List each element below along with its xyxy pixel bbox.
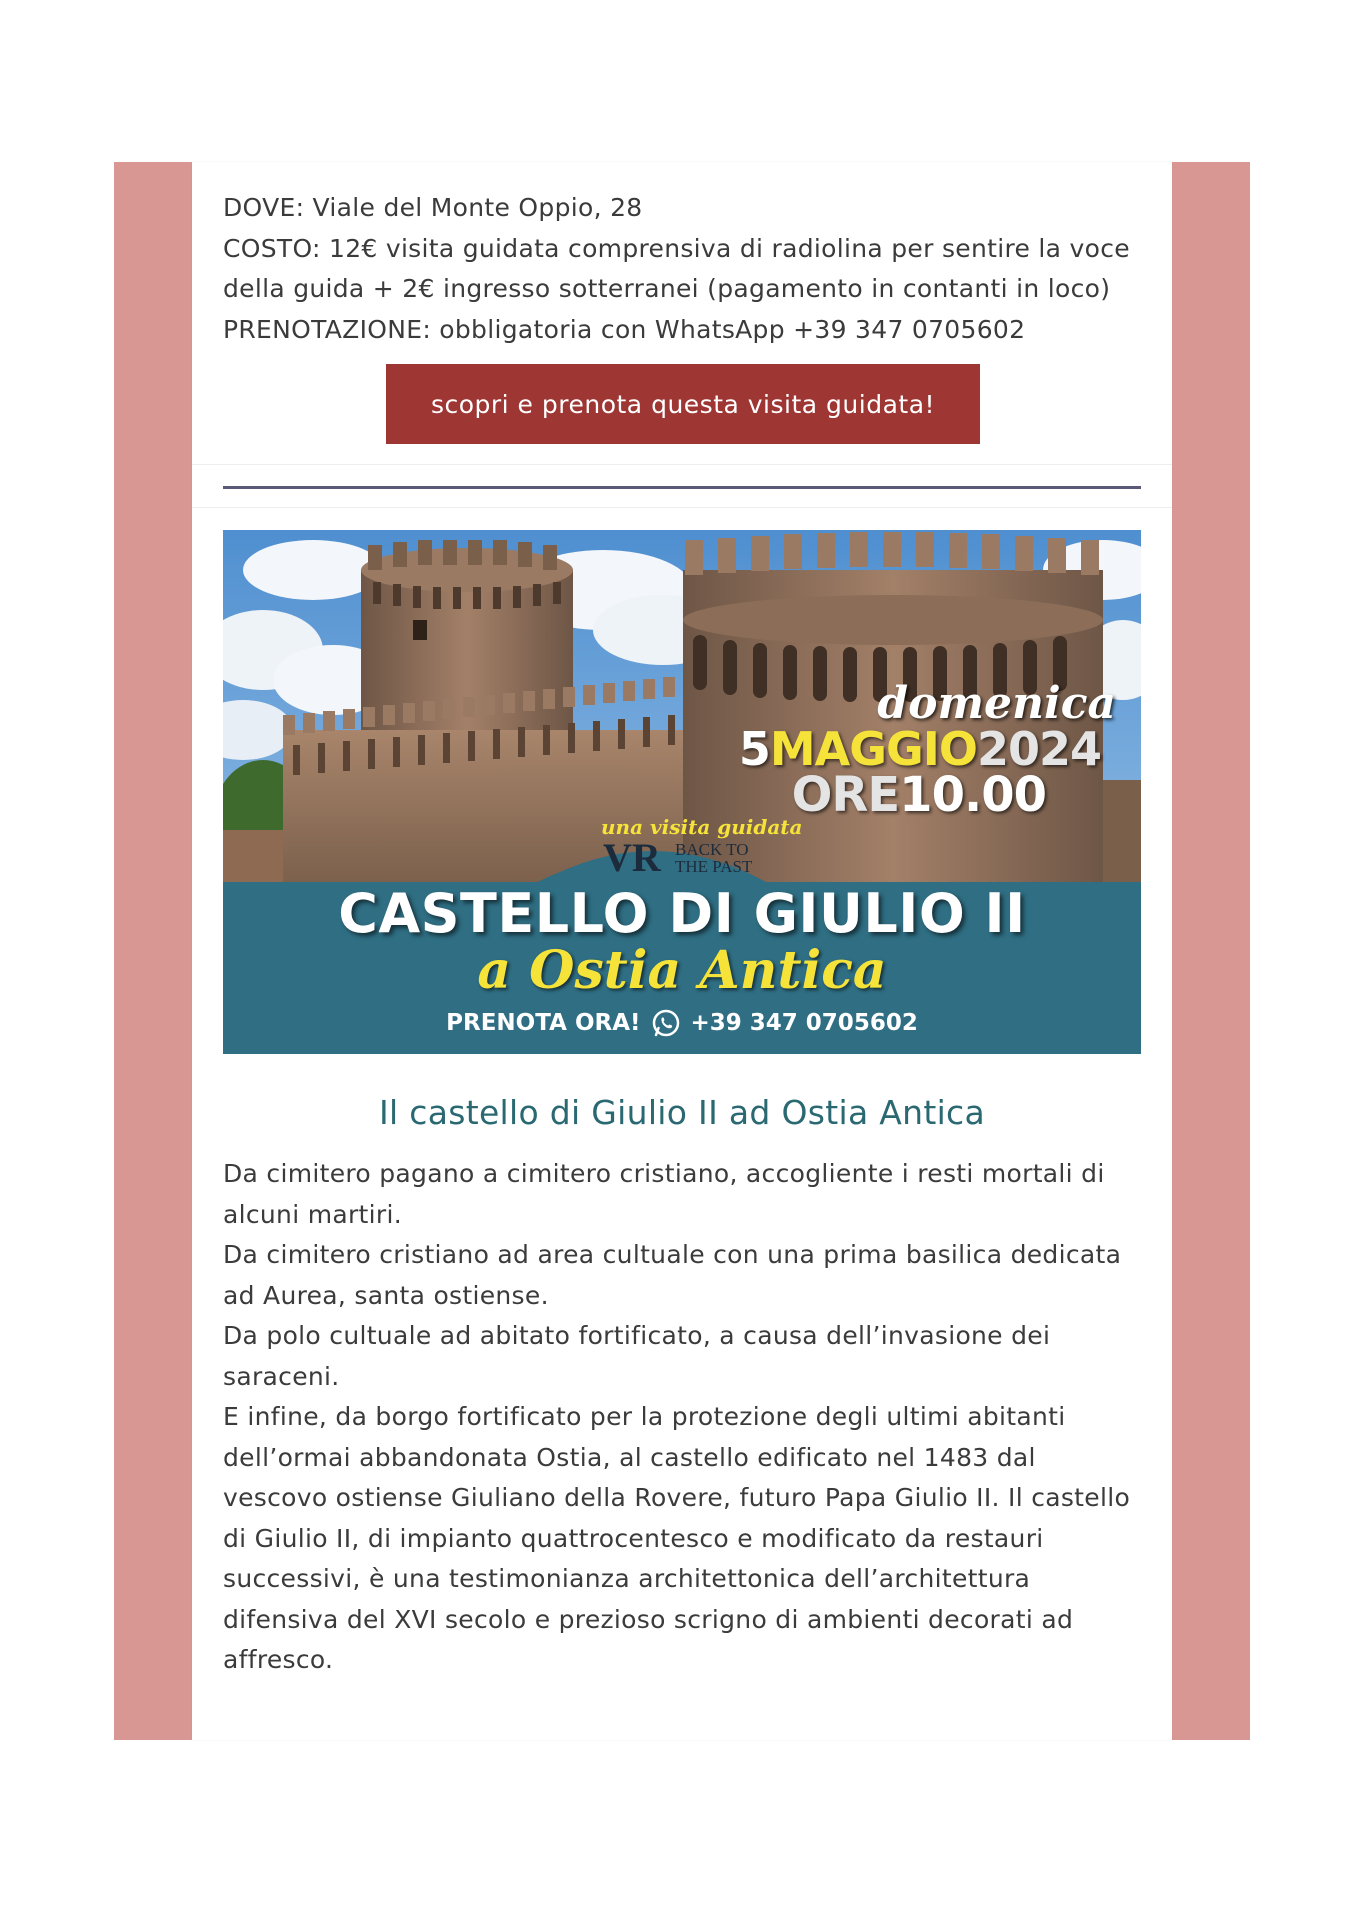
banner-phone: +39 347 0705602 <box>690 1010 918 1036</box>
banner-date-year: 2024 <box>976 722 1101 776</box>
banner-booking-line <box>223 1008 1141 1038</box>
article-body <box>223 1154 1153 1681</box>
left-decorative-stripe <box>114 162 192 1740</box>
newsletter-content <box>192 162 1172 1740</box>
banner-date-month: MAGGIO <box>769 722 977 776</box>
article-line: vescovo ostiense Giuliano della Rovere, futuro Papa Giulio II. Il castello <box>223 1483 1131 1512</box>
banner-date-day: 5 <box>738 722 770 776</box>
article-line: Da cimitero cristiano ad area cultuale con una prima basilica dedicata <box>223 1240 1122 1269</box>
banner-tagline: una visita guidata <box>601 815 803 839</box>
book-tour-button[interactable]: scopri e prenota questa visita guidata! <box>386 364 980 444</box>
article-line: successivi, è una testimonianza architettonica dell’architettura <box>223 1564 1031 1593</box>
article-line: di Giulio II, di impianto quattrocentesco e modificato da restauri <box>223 1523 1044 1553</box>
event-info <box>223 188 1143 350</box>
section-divider <box>223 486 1141 489</box>
separator-top <box>192 464 1172 465</box>
right-decorative-stripe <box>1172 162 1250 1740</box>
article-line: E infine, da borgo fortificato per la protezione degli ultimi abitanti <box>223 1402 1066 1431</box>
article-line: saraceni. <box>223 1361 340 1391</box>
banner-back-to: BACK TO <box>675 840 749 859</box>
article-line: Da polo cultuale ad abitato fortificato, a causa dell’invasione dei <box>223 1321 1051 1350</box>
banner-title: CASTELLO DI GIULIO II <box>338 882 1026 945</box>
banner-time-value: 10.00 <box>899 767 1046 823</box>
article-line: dell’ormai abbandonata Ostia, al castello edificato nel 1483 dal <box>223 1442 1036 1472</box>
banner-time <box>792 767 1046 823</box>
banner-back-to-past <box>675 841 752 875</box>
banner-time-prefix: ORE <box>791 767 900 823</box>
info-costo-line2: della guida + 2€ ingresso sotterranei (pagamento in contanti in loco) <box>223 274 1111 303</box>
whatsapp-icon <box>651 1008 681 1038</box>
info-costo-line1: COSTO: 12€ visita guidata comprensiva di radiolina per sentire la voce <box>223 233 1130 263</box>
info-prenotazione: PRENOTAZIONE: obbligatoria con WhatsApp +39 347 0705602 <box>223 314 1026 344</box>
event-banner-image <box>223 530 1141 1054</box>
info-dove: DOVE: Viale del Monte Oppio, 28 <box>223 193 643 222</box>
separator-bottom <box>192 507 1172 508</box>
article-line: ad Aurea, santa ostiense. <box>223 1280 549 1310</box>
article-line: alcuni martiri. <box>223 1199 402 1229</box>
banner-the-past: THE PAST <box>675 857 753 876</box>
article-title: Il castello di Giulio II ad Ostia Antica <box>378 1093 986 1132</box>
article-line: affresco. <box>223 1645 334 1674</box>
article-line: Da cimitero pagano a cimitero cristiano, accogliente i resti mortali di <box>223 1159 1105 1188</box>
article-line: difensiva del XVI secolo e prezioso scrigno di ambienti decorati ad <box>223 1604 1074 1634</box>
banner-day: domenica <box>877 678 1116 729</box>
banner-prenota: PRENOTA ORA! <box>446 1010 641 1036</box>
banner-subtitle: a Ostia Antica <box>477 940 887 1001</box>
banner-vr-logo: VR <box>603 835 661 880</box>
